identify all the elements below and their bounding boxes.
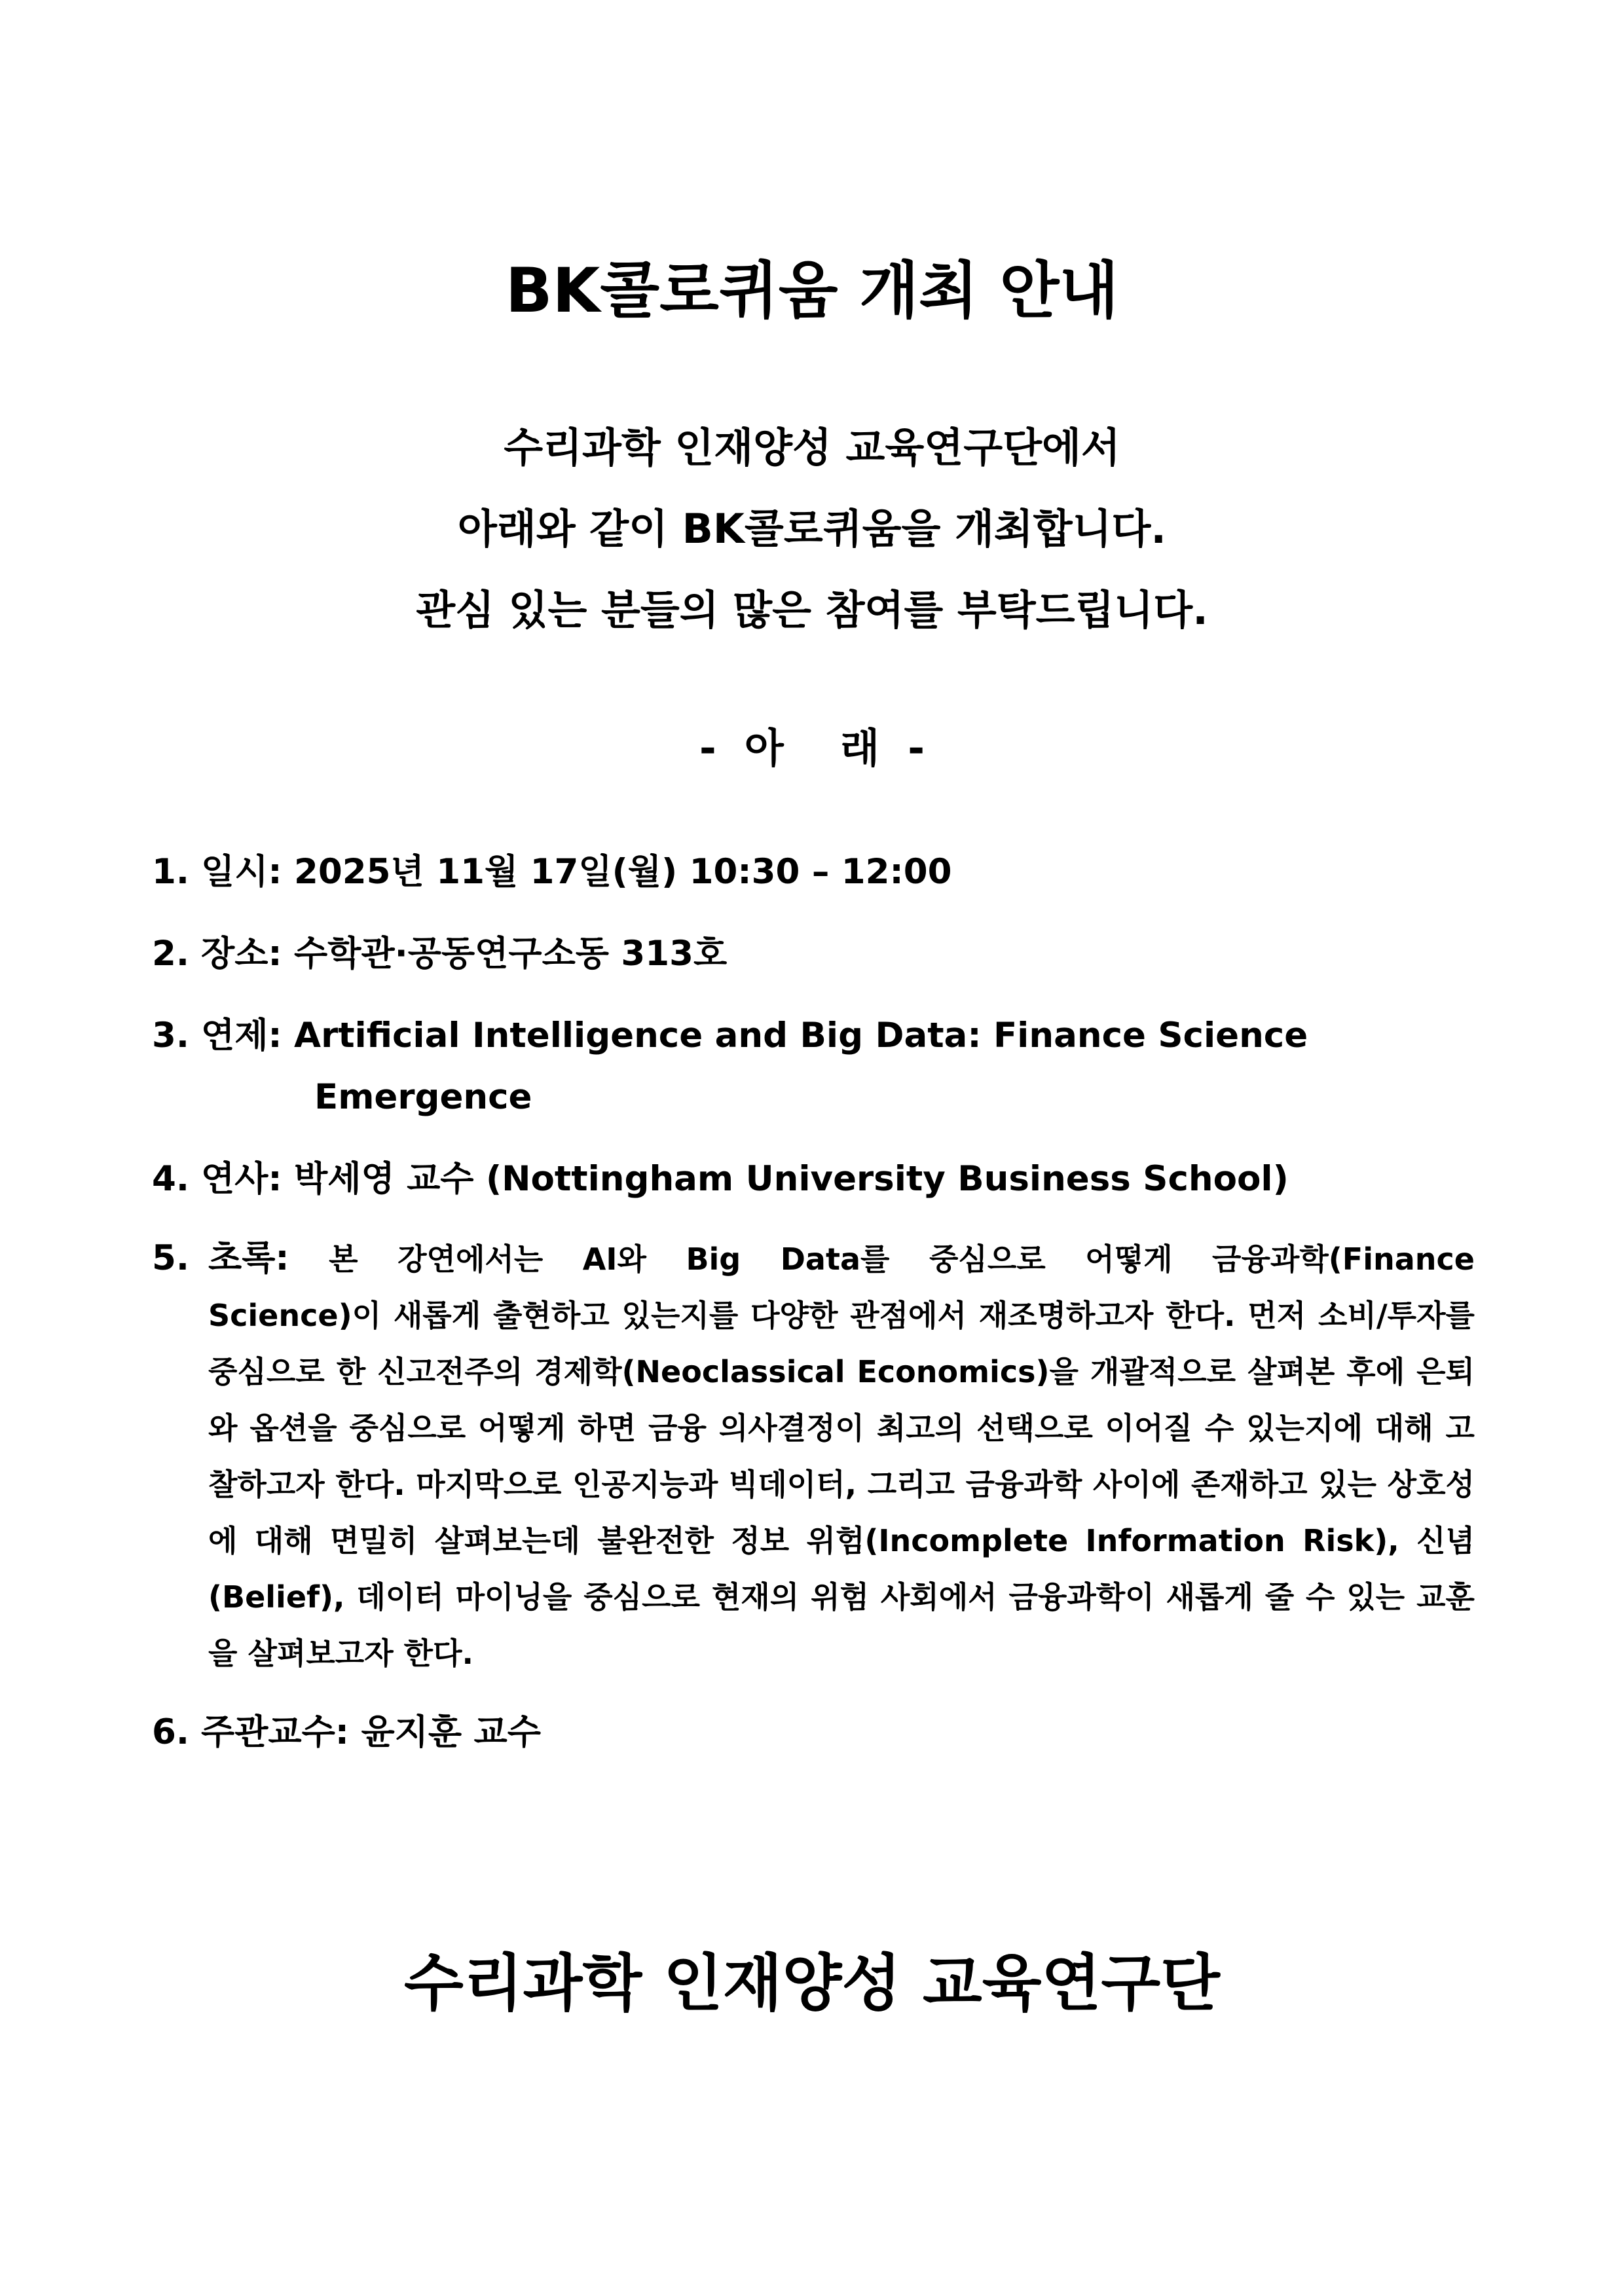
intro-paragraph (0, 407, 1624, 651)
item-venue (152, 923, 1475, 985)
organizer-footer: 수리과학 인재양성 교육연구단 (404, 1948, 1220, 2019)
abstract-first-line (208, 1230, 1475, 1287)
item-value-line2: Emergence (314, 1077, 532, 1117)
intro-line: 아래와 같이 BK콜로퀴움을 개최합니다. (458, 505, 1166, 553)
item-label: 연사: (201, 1159, 282, 1199)
notice-heading: - 아 래 - (699, 724, 925, 772)
details-list (152, 841, 1475, 1784)
item-number: 5. (152, 1238, 190, 1278)
item-label: 주관교수: (201, 1712, 349, 1752)
item-number: 6. (152, 1712, 190, 1752)
item-label: 연제: (201, 1016, 282, 1056)
item-value: 수학관·공동연구소동 313호 (294, 934, 728, 974)
item-value: 2025년 11월 17일(월) 10:30 – 12:00 (294, 852, 952, 892)
abstract-text-first: 본 강연에서는 AI와 Big Data를 중심으로 어떻게 금융과학(Finance (329, 1241, 1475, 1277)
item-number: 1. (152, 852, 190, 892)
item-label: 초록: (208, 1238, 289, 1278)
item-datetime (152, 841, 1475, 903)
item-abstract (152, 1230, 1475, 1681)
intro-line: 수리과학 인재양성 교육연구단에서 (504, 424, 1120, 471)
item-number: 2. (152, 934, 190, 974)
item-number: 3. (152, 1016, 190, 1056)
item-topic (152, 1005, 1475, 1128)
item-value: 박세영 교수 (Nottingham University Business School) (294, 1159, 1289, 1199)
item-number: 4. (152, 1159, 190, 1199)
item-label: 장소: (201, 934, 282, 974)
item-label: 일시: (201, 852, 282, 892)
abstract-text: Science)이 새롭게 출현하고 있는지를 다양한 관점에서 재조명하고자 한다. 먼저 소비/투자를 중심으로 한 신고전주의 경제학(Neoclassical Economics)을 개괄적으로 살펴본 후에 은퇴와 옵션을 중심으로 어떻게 하면 금융 의사결정이 최고의 선택으로 이어질 수 있는지에 대해 고찰하고자 한다. 마지막으로 인공지능과 빅데이터, 그리고 금융과학 사이에 존재하고 있는 상호성에 대해 면밀히 살펴보는데 불완전한 정보 위험(Incomplete Information Risk), 신념(Belief), 데이터 마이닝을 중심으로 현재의 위험 사회에서 금융과학이 새롭게 줄 수 있는 교훈을 살펴보고자 한다. (208, 1298, 1475, 1671)
document-title: BK콜로퀴움 개최 안내 (505, 255, 1119, 327)
item-value: 윤지훈 교수 (361, 1712, 541, 1752)
intro-line: 관심 있는 분들의 많은 참여를 부탁드립니다. (416, 586, 1208, 634)
item-value-line1: Artificial Intelligence and Big Data: Finance Science (294, 1016, 1308, 1056)
item-host (152, 1702, 1475, 1763)
item-speaker (152, 1148, 1475, 1210)
